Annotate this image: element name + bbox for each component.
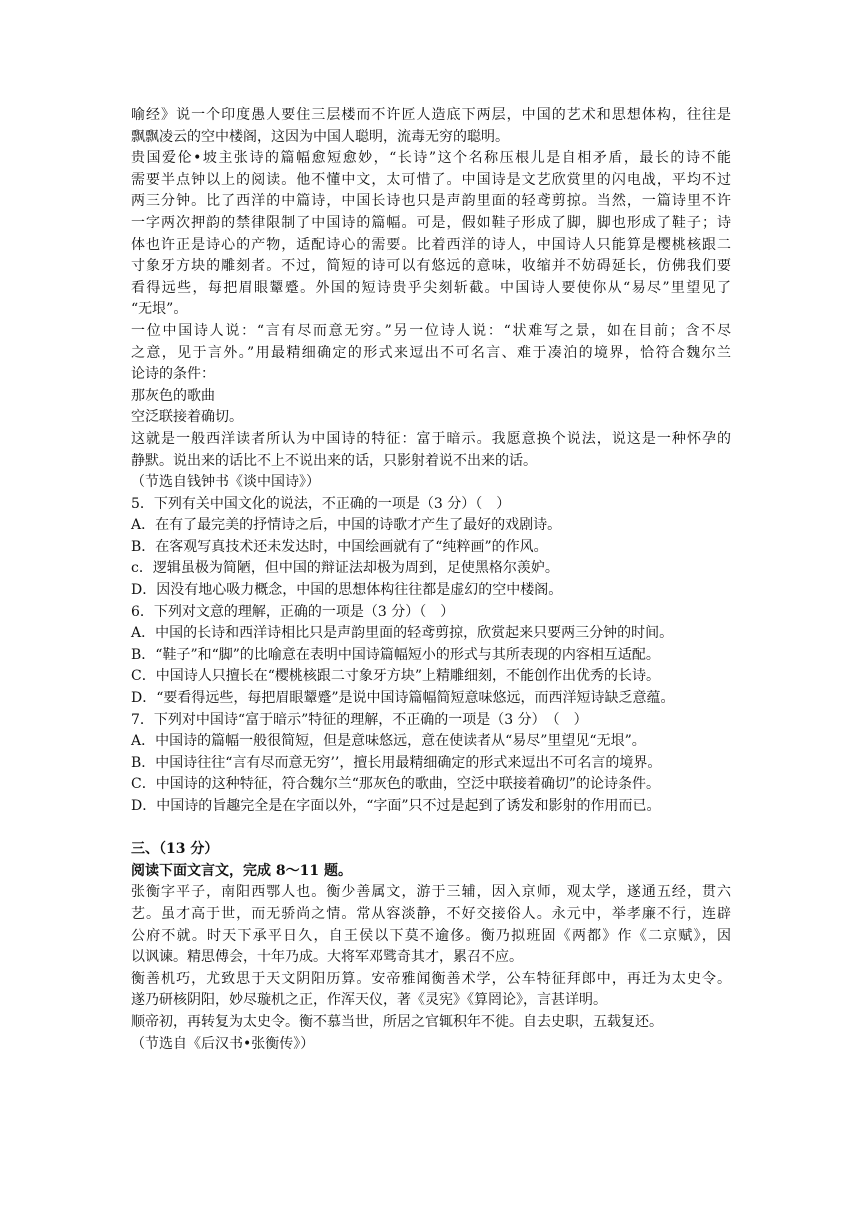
poem-line: 那灰色的歌曲 bbox=[131, 387, 215, 404]
classical-text-line: 公府不就。时天下承平日久，自王侯以下莫不逾侈。衡乃拟班固《两都》作《二京赋》，因 bbox=[131, 927, 731, 944]
text-line: 之意，见于言外。”用最精细确定的形式来逗出不可名言、难于凑泊的境界，恰符合魏尔兰 bbox=[131, 344, 731, 361]
option-line: A．中国诗的篇幅一般很简短，但是意味悠远，意在使读者从“易尽”里望见“无垠”。 bbox=[131, 733, 646, 750]
text-line: 寸象牙方块的雕刻者。不过，简短的诗可以有悠远的意味，收缩并不妨碍延长，仿佛我们要 bbox=[131, 258, 731, 275]
option-line: D．中国诗的旨趣完全是在字面以外，“字面”只不过是起到了诱发和影射的作用而已。 bbox=[131, 798, 661, 814]
section-gap bbox=[131, 818, 731, 840]
text-line: 两三分钟。比了西洋的中篇诗，中国长诗也只是声韵里面的轻鸢剪掠。当然，一篇诗里不许 bbox=[131, 193, 731, 210]
option-line: B．在客观写真技术还未发达时，中国绘画就有了“纯粹画”的作风。 bbox=[131, 538, 548, 555]
text-line: 需要半点钟以上的阅读。他不懂中文，太可惜了。中国诗是文艺欣赏里的闪电战，平均不过 bbox=[131, 171, 731, 188]
classical-text-line: 衡善机巧，尤致思于天文阴阳历算。安帝雅闻衡善术学，公车特征拜郎中，再迁为太史令。 bbox=[131, 970, 731, 987]
option-line: D．“要看得远些，每把眉眼颦蹙”是说中国诗篇幅简短意味悠远，而西洋短诗缺乏意蕴。 bbox=[131, 690, 675, 707]
section-instruction: 阅读下面文言文，完成 8～11 题。 bbox=[131, 862, 352, 879]
question-7: 7．下列对中国诗“富于暗示”特征的理解，不正确的一项是（3 分） （ ） bbox=[131, 711, 588, 728]
question-5: 5．下列有关中国文化的说法，不正确的一项是（3 分）（ ） bbox=[131, 495, 511, 512]
classical-text-line: 遂乃研核阴阳，妙尽璇机之正，作浑天仪，著《灵宪》《算罔论》，言甚详明。 bbox=[131, 992, 607, 1009]
text-line: 贵国爱伦•坡主张诗的篇幅愈短愈妙，“长诗”这个名称压根儿是自相矛盾，最长的诗不能 bbox=[131, 150, 731, 167]
classical-text-line: 顺帝初，再转复为太史令。衡不慕当世，所居之官辄积年不徙。自去史职，五载复还。 bbox=[131, 1013, 663, 1030]
classical-text-line: 张衡字平子，南阳西鄂人也。衡少善属文，游于三辅，因入京师，观太学，遂通五经，贯六 bbox=[131, 884, 731, 901]
text-line: 体也许正是诗心的产物，适配诗心的需要。比着西洋的诗人，中国诗人只能算是樱桃核跟二 bbox=[131, 236, 731, 253]
option-line: c．逻辑虽极为简陋，但中国的辩证法却极为周到，足使黑格尔羡妒。 bbox=[131, 560, 559, 577]
poem-line: 空泛联接着确切。 bbox=[131, 409, 243, 426]
option-line: A．在有了最完美的抒情诗之后，中国的诗歌才产生了最好的戏剧诗。 bbox=[131, 517, 562, 534]
option-line: B．中国诗往往“言有尽而意无穷’’，擅长用最精细确定的形式来逗出不可名言的境界。 bbox=[131, 754, 662, 771]
option-line: B．“鞋子”和“脚”的比喻意在表明中国诗篇幅短小的形式与其所表现的内容相互适配。 bbox=[131, 646, 660, 663]
text-line: 论诗的条件： bbox=[131, 366, 215, 383]
text-line: 看得远些，每把眉眼颦蹙。外国的短诗贵乎尖刻斩截。中国诗人要使你从“易尽”里望见了 bbox=[131, 279, 731, 296]
option-line: A．中国的长诗和西洋诗相比只是声韵里面的轻鸢剪掠，欣赏起来只要两三分钟的时间。 bbox=[131, 625, 674, 642]
option-line: C．中国诗人只擅长在“樱桃核跟二寸象牙方块”上精雕细刻，不能创作出优秀的长诗。 bbox=[131, 668, 661, 685]
option-line: D．因没有地心吸力概念，中国的思想体构往往都是虚幻的空中楼阁。 bbox=[131, 582, 563, 599]
section-title: 三、（13 分） bbox=[131, 841, 219, 858]
option-line: C．中国诗的这种特征，符合魏尔兰“那灰色的歌曲，空泛中联接着确切”的论诗条件。 bbox=[131, 776, 661, 793]
document-page bbox=[131, 105, 731, 1055]
text-line: “无垠”。 bbox=[131, 301, 188, 318]
classical-text-line: 以讽谏。精思傅会，十年乃成。大将军邓骘奇其才，累召不应。 bbox=[131, 949, 523, 966]
text-line: 一位中国诗人说：“言有尽而意无穷。”另一位诗人说：“状难写之景，如在目前；含不尽 bbox=[131, 322, 731, 339]
source-citation: （节选自钱钟书《谈中国诗》） bbox=[131, 474, 320, 491]
classical-text-line: 艺。虽才高于世，而无骄尚之情。常从容淡静，不好交接俗人。永元中，举孝廉不行，连辟 bbox=[131, 905, 731, 922]
text-line: 静默。说出来的话比不上不说出来的话，只影射着说不出来的话。 bbox=[131, 452, 537, 469]
text-line: 一字两次押韵的禁律限制了中国诗的篇幅。可是，假如鞋子形成了脚，脚也形成了鞋子；诗 bbox=[131, 214, 731, 231]
text-line: 这就是一般西洋读者所认为中国诗的特征：富于暗示。我愿意换个说法，说这是一种怀孕的 bbox=[131, 430, 731, 447]
source-citation: （节选自《后汉书•张衡传》） bbox=[131, 1035, 315, 1052]
text-line: 喻经》说一个印度愚人要住三层楼而不许匠人造底下两层，中国的艺术和思想体构，往往是 bbox=[131, 107, 731, 123]
text-line: 飘飘凌云的空中楼阁，这因为中国人聪明，流毒无穷的聪明。 bbox=[131, 128, 509, 145]
question-6: 6．下列对文意的理解，正确的一项是（3 分）（ ） bbox=[131, 603, 455, 620]
